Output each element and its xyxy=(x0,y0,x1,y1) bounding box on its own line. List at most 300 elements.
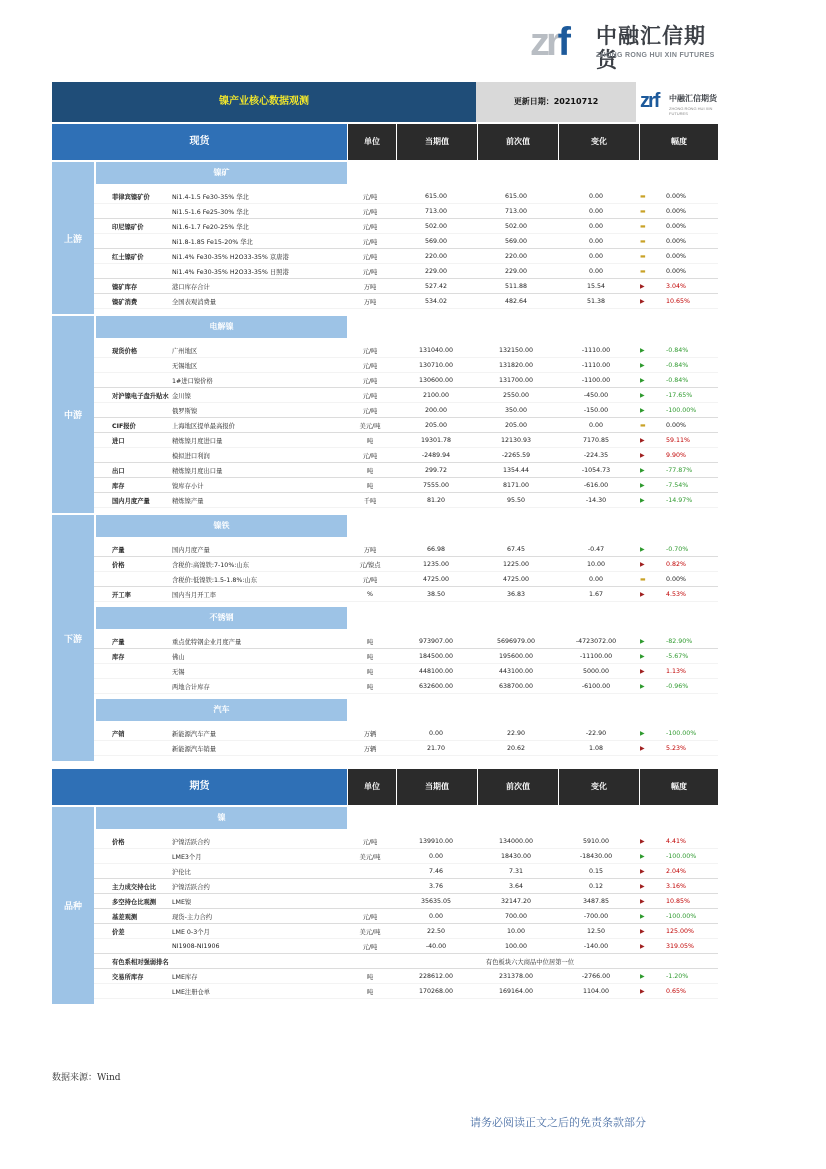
row-percent-cell xyxy=(636,253,718,260)
data-row xyxy=(94,264,718,279)
row-percent-value: -5.67% xyxy=(666,652,689,660)
row-percent-cell xyxy=(636,898,718,905)
row-current-value: 35635.05 xyxy=(420,897,452,905)
trend-arrow-icon: ▶ xyxy=(640,376,645,384)
section-body xyxy=(94,515,718,761)
subsection-header xyxy=(94,316,718,338)
row-percent-value: 3.04% xyxy=(666,282,687,290)
row-previous-value: 131700.00 xyxy=(498,376,534,384)
row-percent-value: 59.11% xyxy=(666,436,691,444)
trend-arrow-icon: ▶ xyxy=(640,406,645,414)
row-item-name: NI1908-NI1906 xyxy=(172,942,220,950)
row-item-name: 无锡 xyxy=(172,668,185,676)
data-source: 数据来源：Wind xyxy=(52,1073,121,1083)
row-group-label: 基差观测 xyxy=(112,913,138,921)
trend-arrow-icon: ▶ xyxy=(640,652,645,660)
row-current-value: 299.72 xyxy=(424,466,448,474)
row-item-name: 广州地区 xyxy=(172,347,198,355)
row-percent-cell xyxy=(636,928,718,935)
row-change-value: 12.50 xyxy=(586,927,606,935)
row-percent-value: 0.82% xyxy=(666,560,687,568)
row-group-label: CIF报价 xyxy=(112,422,136,430)
row-change-value: 0.12 xyxy=(588,882,604,890)
row-group-label: 价格 xyxy=(112,561,125,569)
row-percent-cell xyxy=(636,452,718,459)
flat-indicator-icon: ▬ xyxy=(640,575,646,583)
row-percent-cell xyxy=(636,653,718,660)
row-current-value: 0.00 xyxy=(428,912,444,920)
row-change-value: 0.00 xyxy=(588,237,604,245)
data-row xyxy=(94,849,718,864)
subsection-header xyxy=(94,699,718,721)
data-row xyxy=(94,448,718,463)
spacer xyxy=(94,508,718,513)
trend-arrow-icon: ▶ xyxy=(640,882,645,890)
data-row xyxy=(94,741,718,756)
row-item-name: 沪镍活跃合约 xyxy=(172,838,210,846)
data-row xyxy=(94,969,718,984)
data-row xyxy=(94,433,718,448)
row-change-value: -0.47 xyxy=(587,545,605,553)
subsection-title: 电解镍 xyxy=(96,316,347,338)
section-label: 品种 xyxy=(52,807,94,1004)
row-current-value: 220.00 xyxy=(424,252,448,260)
row-percent-cell xyxy=(636,668,718,675)
row-item-name: 国内月度产量 xyxy=(172,546,210,554)
data-row xyxy=(94,909,718,924)
header-percent: 幅度 xyxy=(640,124,718,160)
row-unit: 吨 xyxy=(366,467,374,475)
trend-arrow-icon: ▶ xyxy=(640,481,645,489)
header-previous: 前次值 xyxy=(478,769,558,805)
row-previous-value: 7.31 xyxy=(508,867,524,875)
row-unit: 美元/吨 xyxy=(359,853,381,861)
row-percent-cell xyxy=(636,193,718,200)
data-row xyxy=(94,894,718,909)
section-upstream xyxy=(52,162,718,314)
row-unit: 元/吨 xyxy=(362,392,378,400)
row-current-value: 534.02 xyxy=(424,297,448,305)
row-percent-value: 0.00% xyxy=(666,267,687,275)
row-previous-value: 22.90 xyxy=(506,729,526,737)
row-current-value: 2100.00 xyxy=(422,391,450,399)
data-row xyxy=(94,557,718,572)
section-label: 中游 xyxy=(52,316,94,513)
flat-indicator-icon: ▬ xyxy=(640,237,646,245)
row-change-value: 5910.00 xyxy=(582,837,610,845)
row-item-name: LME注册仓单 xyxy=(172,988,211,996)
row-percent-value: -7.54% xyxy=(666,481,689,489)
logo-name-cn: 中融汇信期货 xyxy=(596,24,706,72)
row-percent-value: -1.20% xyxy=(666,972,689,980)
row-item-name: 精炼镍产量 xyxy=(172,497,204,505)
row-current-value: 0.00 xyxy=(428,729,444,737)
section-midstream xyxy=(52,316,718,513)
row-unit: 元/吨 xyxy=(362,407,378,415)
row-change-value: 0.00 xyxy=(588,267,604,275)
row-group-label: 现货价格 xyxy=(112,347,138,355)
data-row xyxy=(94,834,718,849)
trend-arrow-icon: ▶ xyxy=(640,436,645,444)
row-item-name: Ni1.4% Fe30-35% H2O33-35% 日照港 xyxy=(172,268,289,276)
row-percent-cell xyxy=(636,838,718,845)
row-change-value: -1110.00 xyxy=(581,361,611,369)
data-row xyxy=(94,587,718,602)
row-unit: 吨 xyxy=(366,668,374,676)
row-unit: 吨 xyxy=(366,482,374,490)
subsection-header xyxy=(94,515,718,537)
subsection-title: 镍 xyxy=(96,807,347,829)
data-row xyxy=(94,279,718,294)
flat-indicator-icon: ▬ xyxy=(640,267,646,275)
trend-arrow-icon: ▶ xyxy=(640,496,645,504)
sheet-banner xyxy=(52,82,718,122)
row-unit: 万辆 xyxy=(363,745,377,753)
row-unit: 美元/吨 xyxy=(359,928,381,936)
row-current-value: 81.20 xyxy=(426,496,446,504)
row-current-value: 632600.00 xyxy=(418,682,454,690)
row-percent-value: -14.97% xyxy=(666,496,693,504)
row-change-value: -150.00 xyxy=(583,406,609,414)
data-row xyxy=(94,542,718,557)
row-item-name: 含税价:低镍铁:1.5-1.8%:山东 xyxy=(172,576,258,584)
nickel-data-sheet xyxy=(52,82,718,1004)
header-change: 变化 xyxy=(559,124,639,160)
row-change-value: 5000.00 xyxy=(582,667,610,675)
row-percent-value: 0.00% xyxy=(666,222,687,230)
row-percent-value: 2.04% xyxy=(666,867,687,875)
trend-arrow-icon: ▶ xyxy=(640,837,645,845)
row-previous-value: 569.00 xyxy=(504,237,528,245)
data-row xyxy=(94,388,718,403)
row-previous-value: 713.00 xyxy=(504,207,528,215)
row-previous-value: 1225.00 xyxy=(502,560,530,568)
trend-arrow-icon: ▶ xyxy=(640,897,645,905)
data-row xyxy=(94,924,718,939)
row-unit: 吨 xyxy=(366,437,374,445)
row-percent-cell xyxy=(636,913,718,920)
subsection-header xyxy=(94,162,718,184)
data-row xyxy=(94,493,718,508)
row-percent-value: -0.96% xyxy=(666,682,689,690)
data-row xyxy=(94,189,718,204)
row-current-value: 170268.00 xyxy=(418,987,454,995)
row-change-value: -616.00 xyxy=(583,481,609,489)
row-unit: 元/吨 xyxy=(362,452,378,460)
header-unit: 单位 xyxy=(348,769,396,805)
data-row xyxy=(94,572,718,587)
row-percent-cell xyxy=(636,223,718,230)
row-percent-cell xyxy=(636,853,718,860)
row-group-label: 库存 xyxy=(112,482,125,490)
row-percent-cell xyxy=(636,638,718,645)
row-unit: 元/吨 xyxy=(362,238,378,246)
trend-arrow-icon: ▶ xyxy=(640,667,645,675)
row-item-name: Ni1.8-1.85 Fe15-20% 华北 xyxy=(172,238,253,246)
row-item-name: Ni1.4% Fe30-35% H2O33-35% 京唐港 xyxy=(172,253,289,261)
row-current-value: 7.46 xyxy=(428,867,444,875)
trend-arrow-icon: ▶ xyxy=(640,729,645,737)
row-unit: 美元/吨 xyxy=(359,422,381,430)
row-percent-value: 0.00% xyxy=(666,207,687,215)
trend-arrow-icon: ▶ xyxy=(640,346,645,354)
row-item-name: 镍库存小计 xyxy=(172,482,204,490)
trend-arrow-icon: ▶ xyxy=(640,545,645,553)
row-percent-cell xyxy=(636,347,718,354)
row-percent-value: -77.87% xyxy=(666,466,693,474)
row-percent-cell xyxy=(636,868,718,875)
row-current-value: 184500.00 xyxy=(418,652,454,660)
row-unit: 元/吨 xyxy=(362,943,378,951)
trend-arrow-icon: ▶ xyxy=(640,942,645,950)
trend-arrow-icon: ▶ xyxy=(640,682,645,690)
futures-header xyxy=(52,769,718,805)
row-previous-value: 67.45 xyxy=(506,545,526,553)
row-current-value: 448100.00 xyxy=(418,667,454,675)
subsection-header xyxy=(94,607,718,629)
row-percent-value: 10.85% xyxy=(666,897,691,905)
data-row xyxy=(94,343,718,358)
row-item-name: 1#进口镍价格 xyxy=(172,377,213,385)
row-current-value: 19301.78 xyxy=(420,436,452,444)
row-previous-value: 4725.00 xyxy=(502,575,530,583)
row-previous-value: 511.88 xyxy=(504,282,528,290)
row-item-name: 沪伦比 xyxy=(172,868,191,876)
trend-arrow-icon: ▶ xyxy=(640,744,645,752)
row-percent-value: 1.13% xyxy=(666,667,687,675)
row-percent-cell xyxy=(636,268,718,275)
row-previous-value: 195600.00 xyxy=(498,652,534,660)
sheet-title: 镍产业核心数据观测 xyxy=(52,82,476,122)
row-item-name: LME库存 xyxy=(172,973,198,981)
row-previous-value: 231378.00 xyxy=(498,972,534,980)
row-group-label: 产量 xyxy=(112,638,125,646)
row-unit: 元/吨 xyxy=(362,193,378,201)
data-row xyxy=(94,679,718,694)
row-change-value: 0.00 xyxy=(588,192,604,200)
row-previous-value: 95.50 xyxy=(506,496,526,504)
data-row xyxy=(94,294,718,309)
row-group-label: 对沪镍电子盘升贴水 xyxy=(112,392,169,400)
row-change-value: 0.00 xyxy=(588,421,604,429)
row-current-value: 7555.00 xyxy=(422,481,450,489)
row-percent-value: 3.16% xyxy=(666,882,687,890)
row-percent-cell xyxy=(636,576,718,583)
row-previous-value: 205.00 xyxy=(504,421,528,429)
row-current-value: 527.42 xyxy=(424,282,448,290)
header-current: 当期值 xyxy=(397,124,477,160)
trend-arrow-icon: ▶ xyxy=(640,560,645,568)
row-item-name: 新能源汽车销量 xyxy=(172,745,217,753)
row-previous-value: 20.62 xyxy=(506,744,526,752)
row-change-value: -1100.00 xyxy=(581,376,611,384)
row-group-label: 产量 xyxy=(112,546,125,554)
row-percent-value: 10.65% xyxy=(666,297,691,305)
row-percent-cell xyxy=(636,392,718,399)
row-previous-value: 482.64 xyxy=(504,297,528,305)
row-percent-cell xyxy=(636,497,718,504)
row-percent-value: -0.84% xyxy=(666,346,689,354)
row-current-value: 130710.00 xyxy=(418,361,454,369)
disclaimer-note: 请务必阅读正文之后的免责条款部分 xyxy=(470,1116,646,1129)
row-change-value: 51.38 xyxy=(586,297,606,305)
row-item-name: 沪镍活跃合约 xyxy=(172,883,210,891)
row-current-value: 130600.00 xyxy=(418,376,454,384)
row-item-name: 佛山 xyxy=(172,653,185,661)
row-change-value: -14.30 xyxy=(585,496,607,504)
section-body xyxy=(94,807,718,1004)
row-percent-cell xyxy=(636,591,718,598)
row-previous-value: 2550.00 xyxy=(502,391,530,399)
row-unit: 元/吨 xyxy=(362,347,378,355)
row-previous-value: 220.00 xyxy=(504,252,528,260)
row-percent-cell xyxy=(636,298,718,305)
row-previous-value: 8171.00 xyxy=(502,481,530,489)
row-item-name: LME镍 xyxy=(172,898,192,906)
row-unit: 万吨 xyxy=(363,298,377,306)
logo-name-en: ZHONG RONG HUI XIN FUTURES xyxy=(596,52,715,59)
data-row xyxy=(94,726,718,741)
row-group-label: 印尼镍矿价 xyxy=(112,223,144,231)
row-percent-value: 5.23% xyxy=(666,744,687,752)
row-unit: 元/吨 xyxy=(362,362,378,370)
row-percent-value: -17.65% xyxy=(666,391,693,399)
row-item-name: 俄罗斯镍 xyxy=(172,407,198,415)
row-percent-cell xyxy=(636,407,718,414)
row-change-value: 0.00 xyxy=(588,207,604,215)
row-unit: 吨 xyxy=(366,973,374,981)
row-unit: 元/吨 xyxy=(362,838,378,846)
flat-indicator-icon: ▬ xyxy=(640,252,646,260)
row-unit: 元/吨 xyxy=(362,913,378,921)
data-row xyxy=(94,864,718,879)
spot-header xyxy=(52,124,718,160)
row-percent-value: -100.00% xyxy=(666,406,697,414)
row-percent-value: -0.84% xyxy=(666,361,689,369)
trend-arrow-icon: ▶ xyxy=(640,852,645,860)
row-percent-value: 0.65% xyxy=(666,987,687,995)
section-label: 上游 xyxy=(52,162,94,314)
row-item-name: 重点优特钢企业月度产量 xyxy=(172,638,242,646)
row-percent-cell xyxy=(636,683,718,690)
row-unit: 元/吨 xyxy=(362,223,378,231)
flat-indicator-icon: ▬ xyxy=(640,421,646,429)
row-change-value: 3487.85 xyxy=(582,897,610,905)
section-futures xyxy=(52,807,718,1004)
row-change-value: -2766.00 xyxy=(581,972,611,980)
trend-arrow-icon: ▶ xyxy=(640,361,645,369)
row-percent-cell xyxy=(636,482,718,489)
row-unit: 元/吨 xyxy=(362,253,378,261)
row-previous-value: -2265.59 xyxy=(501,451,531,459)
section-downstream xyxy=(52,515,718,761)
row-unit: 元/吨 xyxy=(362,268,378,276)
row-current-value: 713.00 xyxy=(424,207,448,215)
flat-indicator-icon: ▬ xyxy=(640,207,646,215)
mini-logo-cn: 中融汇信期货 xyxy=(669,94,717,103)
row-current-value: 973907.00 xyxy=(418,637,454,645)
data-row xyxy=(94,358,718,373)
row-group-label: 有色系相对强弱排名 xyxy=(112,958,169,966)
row-current-value: 1235.00 xyxy=(422,560,450,568)
row-current-value: 3.76 xyxy=(428,882,444,890)
row-current-value: 38.50 xyxy=(426,590,446,598)
mini-logo-mark: zrf xyxy=(640,90,659,112)
row-group-label: 交易所库存 xyxy=(112,973,144,981)
row-group-label: 出口 xyxy=(112,467,125,475)
row-unit: 元/吨 xyxy=(362,576,378,584)
row-item-name: 精炼镍月度出口量 xyxy=(172,467,223,475)
data-row xyxy=(94,249,718,264)
row-unit: 吨 xyxy=(366,988,374,996)
row-unit: 元/吨 xyxy=(362,208,378,216)
row-group-label: 开工率 xyxy=(112,591,131,599)
row-previous-value: 350.00 xyxy=(504,406,528,414)
row-item-name: 无锡地区 xyxy=(172,362,198,370)
row-merged-text: 有色板块六大商品中位居第一位 xyxy=(485,958,575,966)
row-previous-value: 32147.20 xyxy=(500,897,532,905)
subsection-header xyxy=(94,807,718,829)
flat-indicator-icon: ▬ xyxy=(640,222,646,230)
row-previous-value: 638700.00 xyxy=(498,682,534,690)
row-unit: 吨 xyxy=(366,653,374,661)
row-current-value: 229.00 xyxy=(424,267,448,275)
row-previous-value: 443100.00 xyxy=(498,667,534,675)
row-previous-value: 1354.44 xyxy=(502,466,530,474)
data-row xyxy=(94,954,718,969)
row-item-name: 全国表观消费量 xyxy=(172,298,217,306)
row-percent-value: 0.00% xyxy=(666,575,687,583)
row-previous-value: 132150.00 xyxy=(498,346,534,354)
row-percent-value: 319.05% xyxy=(666,942,695,950)
logo-mark: zrf xyxy=(530,20,567,64)
row-unit: 万吨 xyxy=(363,283,377,291)
row-current-value: 200.00 xyxy=(424,406,448,414)
row-percent-cell xyxy=(636,467,718,474)
row-current-value: -40.00 xyxy=(425,942,447,950)
spot-header-title: 现货 xyxy=(52,124,347,160)
data-row xyxy=(94,664,718,679)
row-percent-cell xyxy=(636,943,718,950)
row-percent-value: 0.00% xyxy=(666,192,687,200)
data-row xyxy=(94,204,718,219)
row-previous-value: 10.00 xyxy=(506,927,526,935)
data-row xyxy=(94,373,718,388)
row-percent-value: 4.53% xyxy=(666,590,687,598)
row-unit: 万吨 xyxy=(363,546,377,554)
row-percent-value: 0.00% xyxy=(666,252,687,260)
futures-header-title: 期货 xyxy=(52,769,347,805)
row-group-label: 进口 xyxy=(112,437,125,445)
mini-logo-en: ZHONG RONG HUI XIN FUTURES xyxy=(669,106,713,116)
header-previous: 前次值 xyxy=(478,124,558,160)
row-percent-cell xyxy=(636,208,718,215)
data-row xyxy=(94,649,718,664)
row-previous-value: 36.83 xyxy=(506,590,526,598)
row-current-value: 4725.00 xyxy=(422,575,450,583)
trend-arrow-icon: ▶ xyxy=(640,912,645,920)
row-current-value: 131040.00 xyxy=(418,346,454,354)
row-current-value: 569.00 xyxy=(424,237,448,245)
row-group-label: 菲律宾镍矿价 xyxy=(112,193,150,201)
row-unit: 元/镍点 xyxy=(359,561,381,569)
row-current-value: 0.00 xyxy=(428,852,444,860)
row-previous-value: 615.00 xyxy=(504,192,528,200)
spacer xyxy=(94,999,718,1004)
row-change-value: 1.67 xyxy=(588,590,604,598)
row-percent-cell xyxy=(636,437,718,444)
row-previous-value: 100.00 xyxy=(504,942,528,950)
